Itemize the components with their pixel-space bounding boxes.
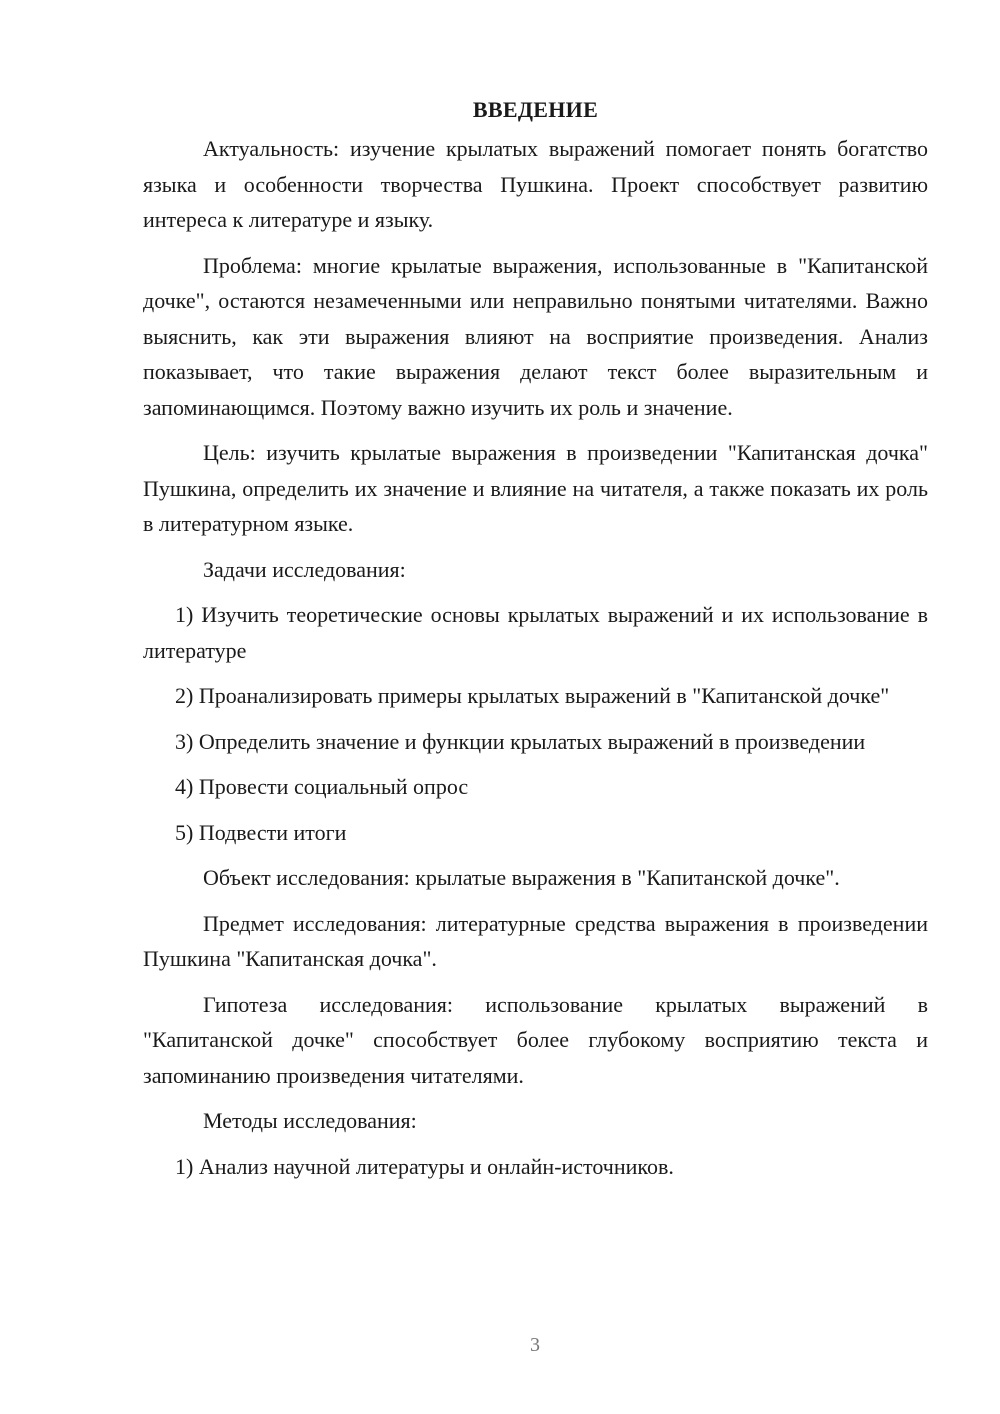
task-item: 5) Подвести итоги	[175, 819, 347, 845]
task-item: 2) Проанализировать примеры крылатых выражений в "Капитанской дочке"	[175, 683, 890, 708]
relevance-paragraph: Актуальность: изучение крылатых выражений помогает понять богатство языка и особенности творчества Пушкина. Проект способствует развитию интереса к литературе и языку.	[143, 136, 928, 232]
subject-paragraph: Предмет исследования: литературные средства выражения в произведении Пушкина "Капитанская дочка".	[143, 910, 928, 971]
problem-paragraph: Проблема: многие крылатые выражения, использованные в "Капитанской дочке", остаются незамеченными или неправильно понятыми читателями. Важно выяснить, как эти выражения влияют на восприятие произведения. Анализ показывает, что такие выражения делают текст более выразительным и запоминающимся. Поэтому важно изучить их роль и значение.	[143, 252, 928, 420]
section-title: ВВЕДЕНИЕ	[472, 97, 599, 122]
hypothesis-paragraph: Гипотеза исследования: использование крылатых выражений в "Капитанской дочке" способствует более глубокому восприятию текста и запоминанию произведения читателями.	[143, 991, 928, 1088]
page-number: 3	[530, 1334, 540, 1356]
object-paragraph: Объект исследования: крылатые выражения в "Капитанской дочке".	[203, 865, 840, 890]
task-item: 1) Изучить теоретические основы крылатых выражений и их использование в литературе	[143, 602, 928, 663]
tasks-heading: Задачи исследования:	[203, 556, 406, 582]
methods-heading: Методы исследования:	[203, 1108, 417, 1133]
goal-paragraph: Цель: изучить крылатые выражения в произведении "Капитанская дочка" Пушкина, определить их значение и влияние на читателя, а также показать их роль в литературном языке.	[143, 440, 928, 536]
document-page	[143, 95, 928, 1194]
task-item: 4) Провести социальный опрос	[175, 774, 469, 799]
task-item: 3) Определить значение и функции крылатых выражений в произведении	[175, 728, 866, 754]
method-item: 1) Анализ научной литературы и онлайн-источников.	[175, 1153, 674, 1179]
